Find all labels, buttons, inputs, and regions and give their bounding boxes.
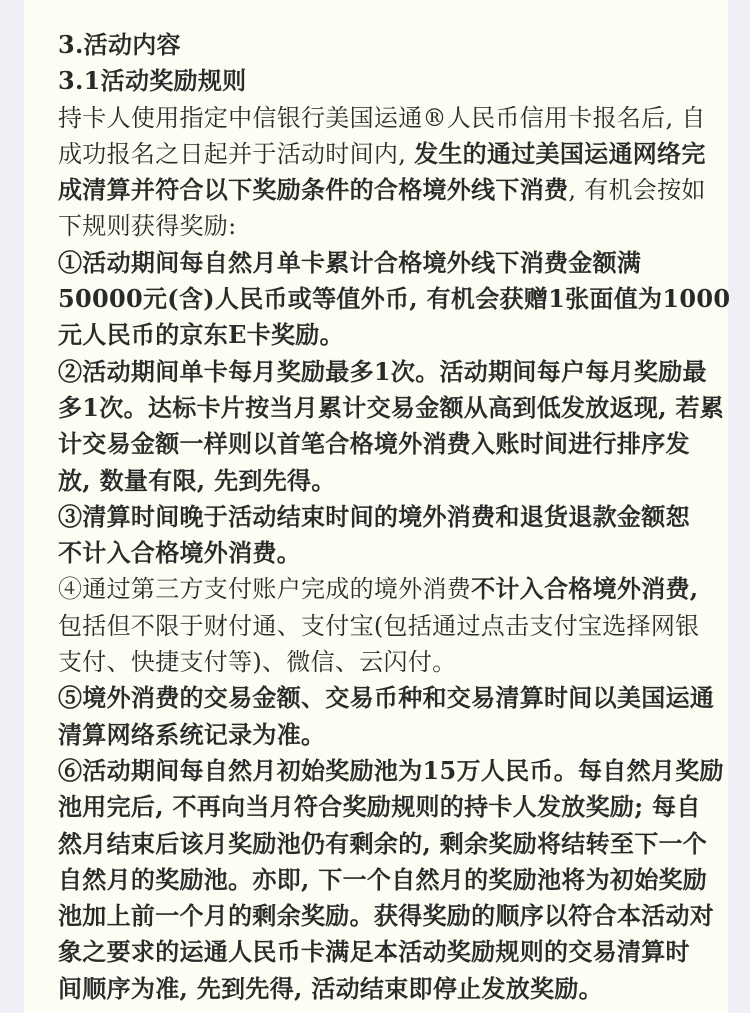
intro-line <box>58 136 728 172</box>
section-heading: 3.活动内容 <box>58 30 181 59</box>
rules-document <box>24 0 731 1013</box>
rule-line: ①活动期间每自然月单卡累计合格境外线下消费金额满 <box>58 247 642 277</box>
rule-line: 放, 数量有限, 先到先得。 <box>58 465 336 495</box>
rule-line <box>58 571 728 607</box>
rule-line: ③清算时间晚于活动结束时间的境外消费和退货退款金额恕 <box>58 501 690 531</box>
rule-line: 清算网络系统记录为准。 <box>58 719 326 749</box>
intro-emphasis: 发生的通过美国运通网络完 <box>414 138 706 168</box>
rule-4 <box>58 571 728 680</box>
intro-paragraph <box>58 100 728 245</box>
rule-line: 元人民币的京东E卡奖励。 <box>58 320 344 350</box>
section-subheading: 3.1活动奖励规则 <box>58 66 247 96</box>
rule-2 <box>58 354 728 499</box>
rule-line: 池用完后, 不再向当月符合奖励规则的持卡人发放奖励; 每自 <box>58 792 701 822</box>
rule-line: 多1次。达标卡片按当月累计交易金额从高到低发放返现, 若累 <box>58 392 725 422</box>
rule-line: 包括但不限于财付通、支付宝(包括通过点击支付宝选择网银 <box>58 611 700 640</box>
intro-text: 成功报名之日起并于活动时间内, <box>58 139 415 168</box>
rule-line: 间顺序为准, 先到先得, 活动结束即停止发放奖励。 <box>58 973 603 1003</box>
intro-text: , 有机会按如 <box>568 176 706 205</box>
rule-line: 50000元(含)人民币或等值外币, 有机会获赠1张面值为1000 <box>58 284 731 314</box>
intro-line: 下规则获得奖励: <box>58 212 237 241</box>
rule-line: ②活动期间单卡每月奖励最多1次。活动期间每户每月奖励最 <box>58 356 707 386</box>
rule-line: 池加上前一个月的剩余奖励。获得奖励的顺序以符合本活动对 <box>58 901 715 931</box>
rule-line: 不计入合格境外消费。 <box>58 538 301 568</box>
rule-line: 然月结束后该月奖励池仍有剩余的, 剩余奖励将结转至下一个 <box>58 828 708 858</box>
rule-5 <box>58 680 728 753</box>
rule-6 <box>58 753 728 1007</box>
rule-text: ④通过第三方支付账户完成的境外消费 <box>58 575 472 604</box>
rule-line: 支付、快捷支付等)、微信、云闪付。 <box>58 648 457 677</box>
intro-emphasis: 成清算并符合以下奖励条件的合格境外线下消费 <box>58 175 569 205</box>
rule-emphasis: 不计入合格境外消费, <box>471 574 699 604</box>
rule-3 <box>58 499 728 572</box>
rule-line: 自然月的奖励池。亦即, 下一个自然月的奖励池将为初始奖励 <box>58 864 708 894</box>
rule-1 <box>58 245 731 354</box>
rule-line: 象之要求的运通人民币卡满足本活动奖励规则的交易清算时 <box>58 937 690 967</box>
rule-line: ⑥活动期间每自然月初始奖励池为15万人民币。每自然月奖励 <box>58 755 724 785</box>
intro-line: 持卡人使用指定中信银行美国运通®人民币信用卡报名后, 自 <box>58 103 706 132</box>
intro-line <box>58 172 728 208</box>
rule-line: 计交易金额一样则以首笔合格境外消费入账时间进行排序发 <box>58 429 690 459</box>
rule-line: ⑤境外消费的交易金额、交易币种和交易清算时间以美国运通 <box>58 683 715 713</box>
